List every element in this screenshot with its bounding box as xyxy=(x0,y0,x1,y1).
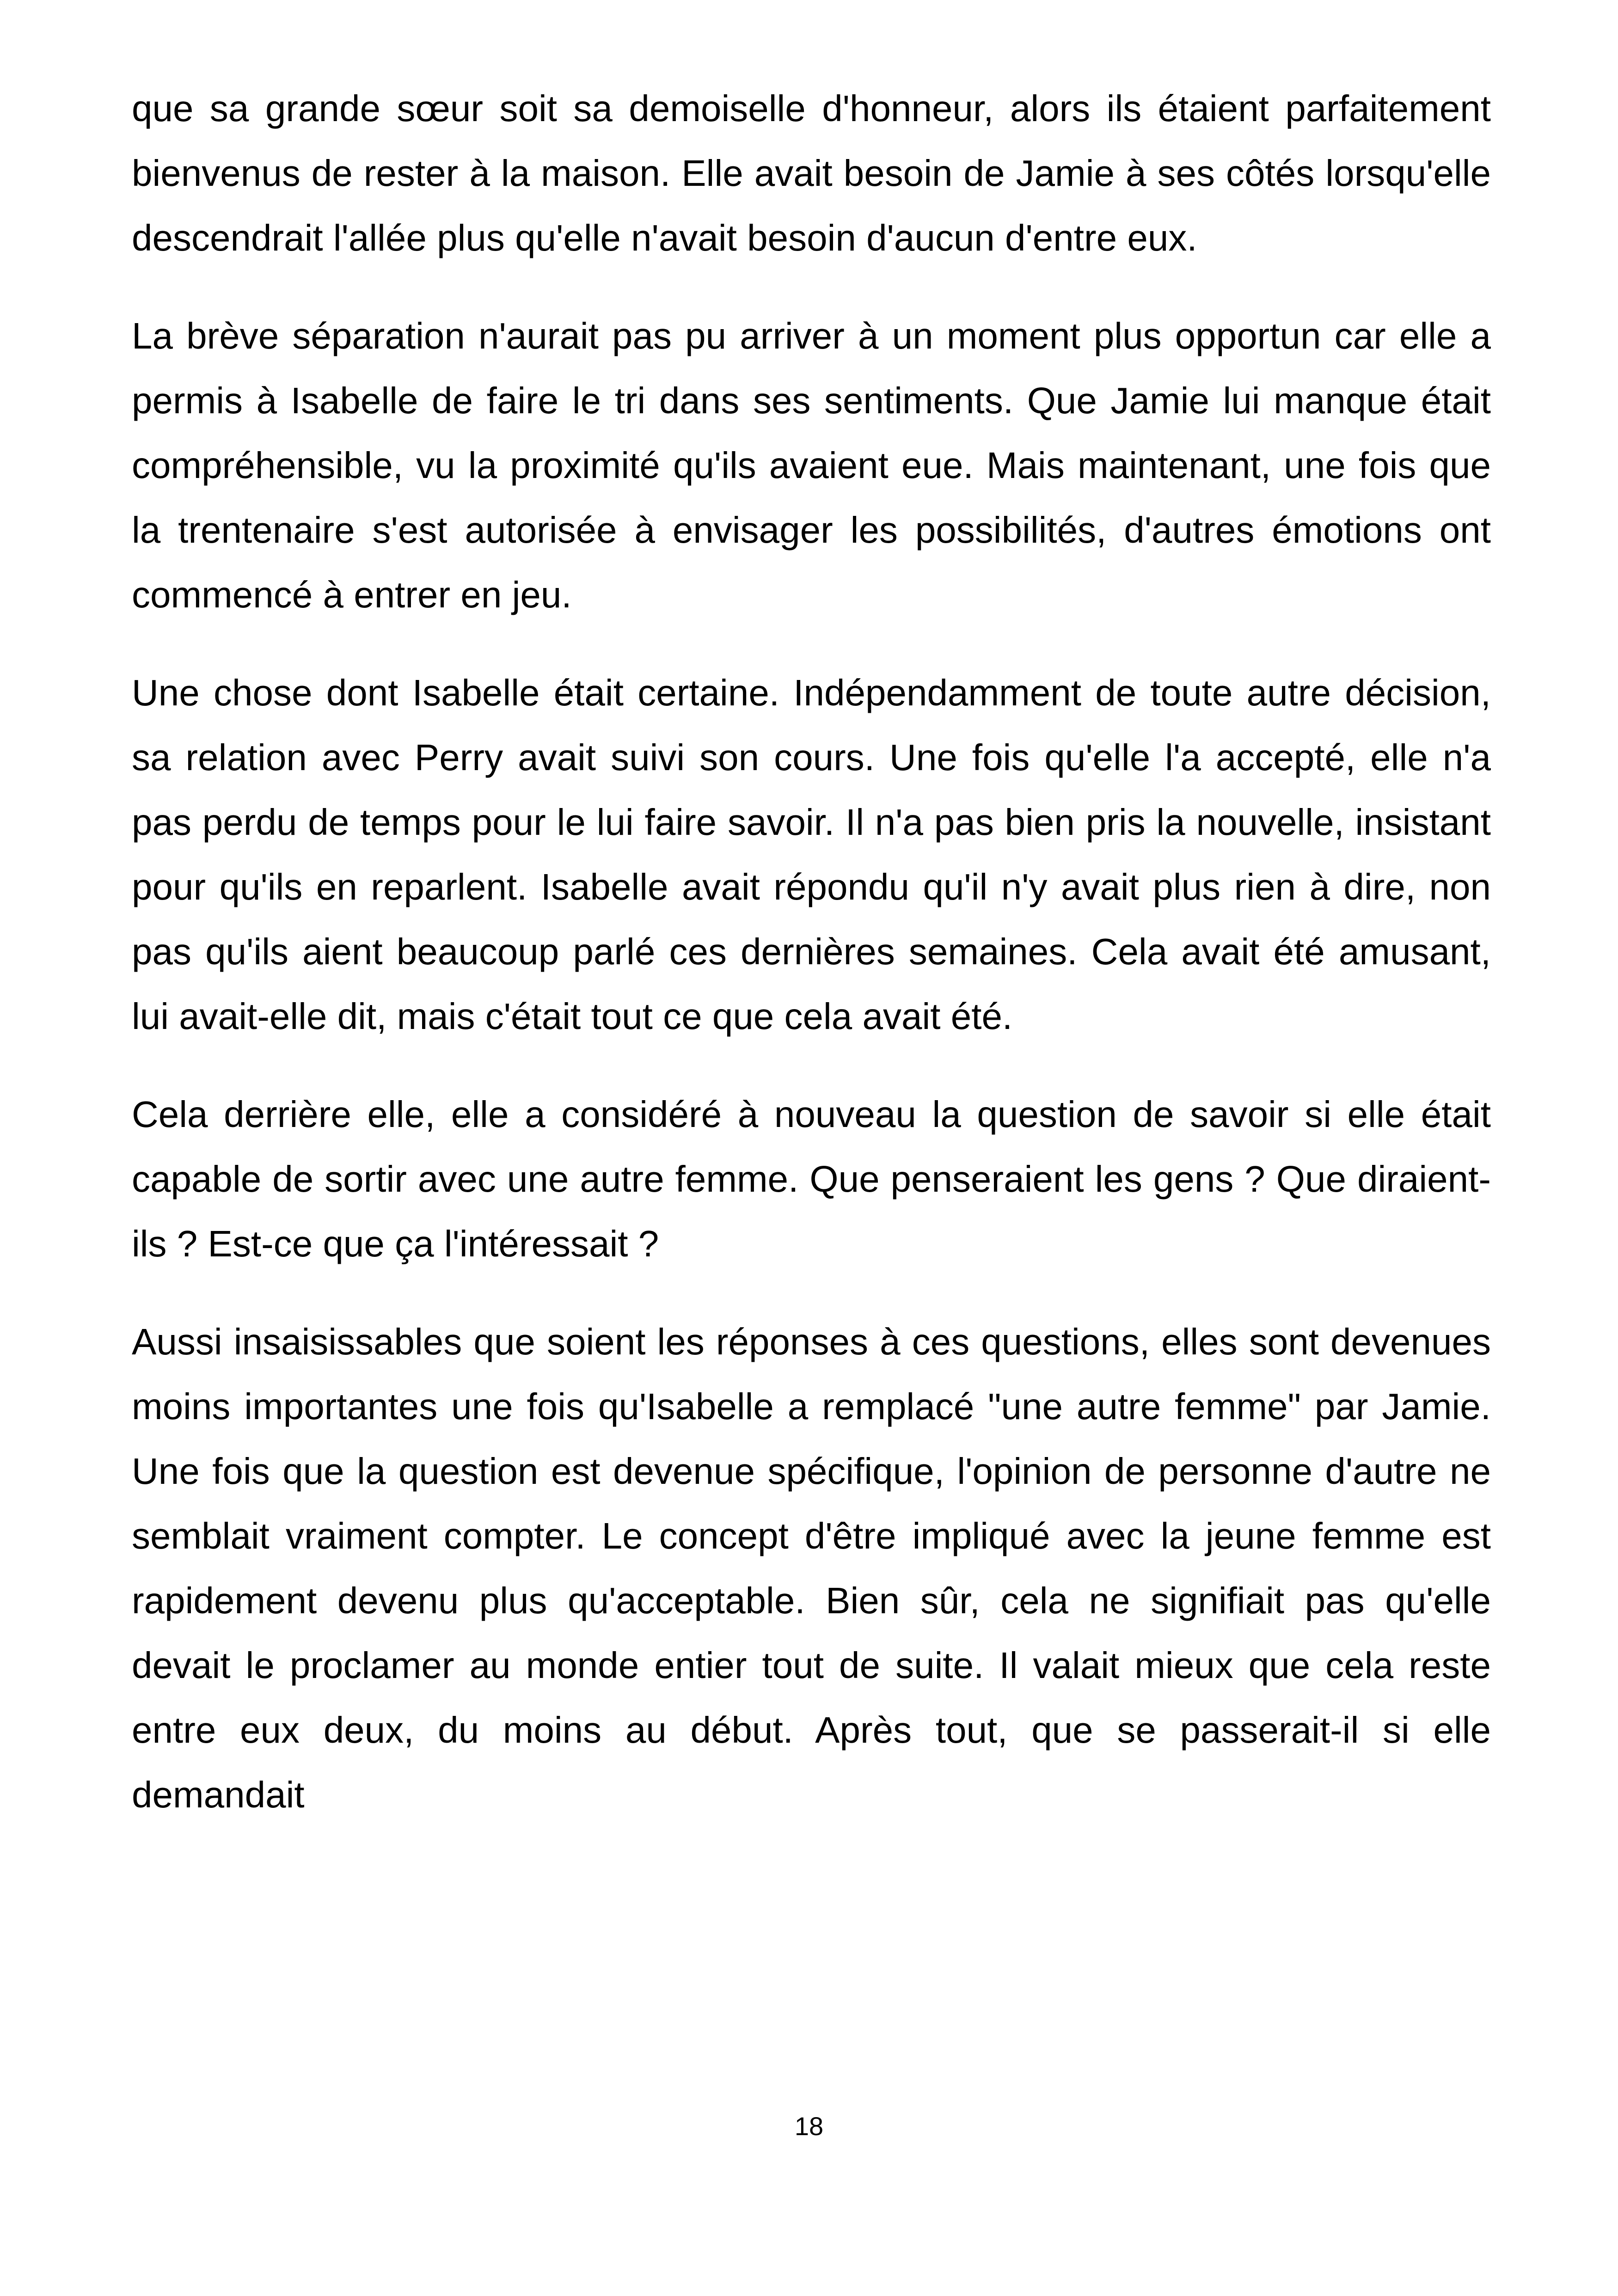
paragraph-5: Aussi insaisissables que soient les réponses à ces questions, elles sont devenues moins importantes une fois qu'Isabelle a remplacé "une autre femme" par Jamie. Une fois que la question est devenue spécifique, l'opinion de personne d'autre ne semblait vraiment compter. Le concept d'être impliqué avec la jeune femme est rapidement devenu plus qu'acceptable. Bien sûr, cela ne signifiait pas qu'elle devait le proclamer au monde entier tout de suite. Il valait mieux que cela reste entre eux deux, du moins au début. Après tout, que se passerait-il si elle demandait xyxy=(132,1321,1491,1815)
paragraph-2: La brève séparation n'aurait pas pu arriver à un moment plus opportun car elle a permis à Isabelle de faire le tri dans ses sentiments. Que Jamie lui manque était compréhensible, vu la proximité qu'ils avaient eue. Mais maintenant, une fois que la trentenaire s'est autorisée à envisager les possibilités, d'autres émotions ont commencé à entrer en jeu. xyxy=(132,315,1491,615)
body-text xyxy=(132,76,1491,1861)
page-number: 18 xyxy=(794,2112,824,2141)
paragraph-1: que sa grande sœur soit sa demoiselle d'honneur, alors ils étaient parfaitement bienvenus de rester à la maison. Elle avait besoin de Jamie à ses côtés lorsqu'elle descendrait l'allée plus qu'elle n'avait besoin d'aucun d'entre eux. xyxy=(132,88,1491,258)
paragraph-4: Cela derrière elle, elle a considéré à nouveau la question de savoir si elle était capable de sortir avec une autre femme. Que penseraient les gens ? Que diraient-ils ? Est-ce que ça l'intéressait ? xyxy=(132,1094,1491,1264)
paragraph-3: Une chose dont Isabelle était certaine. Indépendamment de toute autre décision, sa relation avec Perry avait suivi son cours. Une fois qu'elle l'a accepté, elle n'a pas perdu de temps pour le lui faire savoir. Il n'a pas bien pris la nouvelle, insistant pour qu'ils en reparlent. Isabelle avait répondu qu'il n'y avait plus rien à dire, non pas qu'ils aient beaucoup parlé ces dernières semaines. Cela avait été amusant, lui avait-elle dit, mais c'était tout ce que cela avait été. xyxy=(132,672,1491,1037)
